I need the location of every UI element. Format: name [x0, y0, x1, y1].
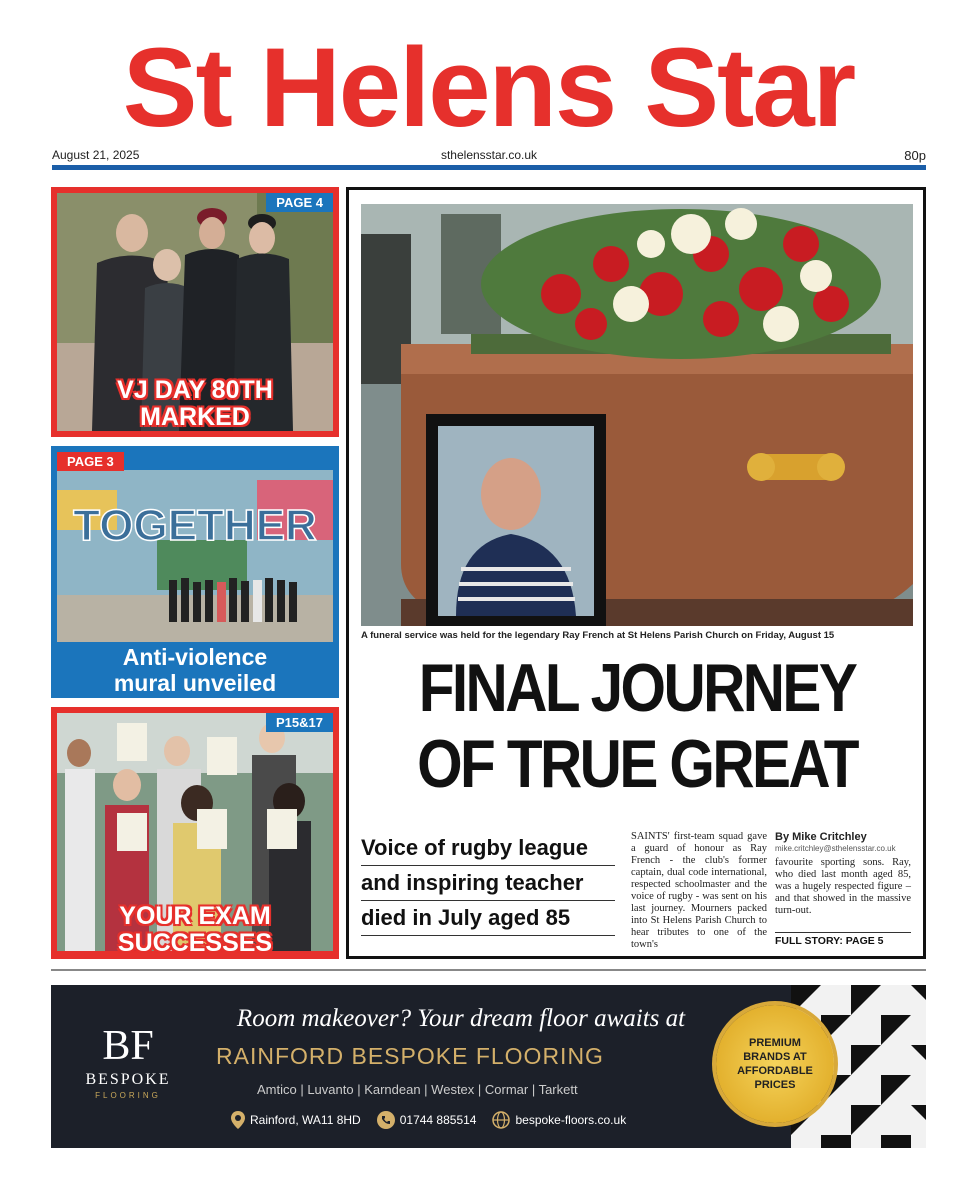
advert-logo: BF BESPOKE FLOORING [85, 1023, 171, 1100]
teaser-title: Anti-violence mural unveiled [113, 644, 277, 696]
full-story-link[interactable]: FULL STORY: PAGE 5 [775, 932, 911, 947]
lead-story[interactable] [346, 187, 926, 959]
standfirst: Voice of rugby league and inspiring teacher died in July aged 85 [361, 831, 615, 936]
lead-headline: FINAL JOURNEY OF TRUE GREAT [417, 650, 857, 802]
ad-divider [51, 969, 926, 971]
advert-tagline: Room makeover? Your dream floor awaits at [236, 1005, 686, 1032]
masthead-title: St Helens Star [122, 25, 855, 150]
page-tag: PAGE 4 [266, 193, 333, 212]
globe-icon [492, 1111, 510, 1129]
phone-item[interactable]: 01744 885514 [377, 1111, 477, 1129]
dateline [52, 146, 926, 166]
cover-price: 80p [904, 148, 926, 163]
byline-email[interactable]: mike.critchley@sthelensstar.co.uk [775, 844, 896, 853]
photo-caption: A funeral service was held for the legendary Ray French at St Helens Parish Church on Friday, August 15 [361, 630, 835, 641]
location-item: Rainford, WA11 8HD [231, 1111, 361, 1129]
premium-seal: PREMIUM BRANDS AT AFFORDABLE PRICES [716, 1005, 834, 1123]
advert-contacts [231, 1111, 626, 1129]
teaser-exams[interactable] [51, 707, 339, 959]
story-body-column-1: SAINTS' first-team squad gave a guard of honour as Ray French - the club's former captain, dual code international, respected schoolmaster and the voice of rugby - was sent on his last journey. Mourners packed into St Helens Parish Church to hear tributes to one of the town's [631, 831, 767, 950]
teaser-title: VJ DAY 80TH MARKED [117, 376, 273, 431]
website-link[interactable]: sthelensstar.co.uk [440, 148, 538, 162]
page-tag: P15&17 [266, 713, 333, 732]
website-item[interactable]: bespoke-floors.co.uk [492, 1111, 626, 1129]
page-tag: PAGE 3 [57, 452, 124, 471]
mural-photo [57, 470, 333, 642]
svg-text:TOGETHER: TOGETHER [73, 501, 317, 550]
masthead-rule [52, 165, 926, 170]
advert-brand: RAINFORD BESPOKE FLOORING [216, 1043, 604, 1069]
teaser-title: YOUR EXAM SUCCESSES [117, 902, 273, 957]
advert-brand-list: Amtico | Luvanto | Karndean | Westex | Cormar | Tarkett [257, 1082, 578, 1097]
teaser-vj-day[interactable] [51, 187, 339, 437]
teaser-mural[interactable] [51, 446, 339, 698]
funeral-photo [361, 204, 913, 626]
map-pin-icon [231, 1111, 245, 1129]
phone-icon [377, 1111, 395, 1129]
story-body-text: favourite sporting sons. Ray, who died last month aged 85, was a hugely respected figure – and that showed in the massive turn-out. [775, 857, 911, 916]
byline: By Mike Critchley [775, 831, 867, 843]
flooring-advert[interactable] [51, 985, 926, 1148]
issue-date: August 21, 2025 [52, 148, 140, 162]
story-body-column-2 [775, 831, 911, 917]
